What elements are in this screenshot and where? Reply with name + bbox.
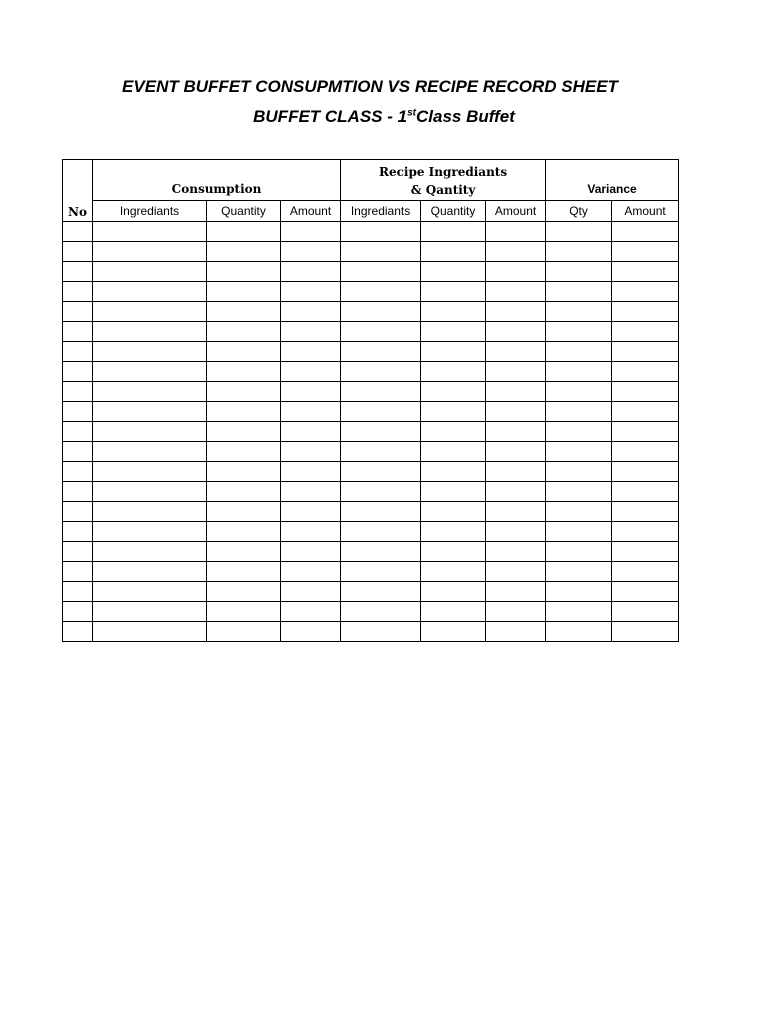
recipe-amount-cell[interactable] xyxy=(486,222,546,242)
consumption-ingredients-cell[interactable] xyxy=(93,542,207,562)
consumption-quantity-cell[interactable] xyxy=(207,462,281,482)
recipe-ingredients-cell[interactable] xyxy=(341,262,421,282)
consumption-quantity-cell[interactable] xyxy=(207,482,281,502)
variance-qty-cell[interactable] xyxy=(546,222,612,242)
column-header-recipe-quantity: Quantity xyxy=(421,201,486,222)
table-body xyxy=(63,222,679,642)
variance-qty-cell[interactable] xyxy=(546,562,612,582)
sheet-subtitle xyxy=(0,107,768,127)
recipe-quantity-cell[interactable] xyxy=(421,622,486,642)
consumption-quantity-cell[interactable] xyxy=(207,262,281,282)
variance-qty-cell[interactable] xyxy=(546,522,612,542)
recipe-quantity-cell[interactable] xyxy=(421,462,486,482)
recipe-quantity-cell[interactable] xyxy=(421,342,486,362)
recipe-quantity-cell[interactable] xyxy=(421,422,486,442)
table-row xyxy=(63,342,679,362)
no-cell[interactable] xyxy=(63,522,93,542)
no-cell[interactable] xyxy=(63,602,93,622)
recipe-quantity-cell[interactable] xyxy=(421,442,486,462)
no-cell[interactable] xyxy=(63,242,93,262)
table-row xyxy=(63,222,679,242)
recipe-quantity-cell[interactable] xyxy=(421,282,486,302)
consumption-ingredients-cell[interactable] xyxy=(93,302,207,322)
subtitle-prefix: BUFFET CLASS - 1 xyxy=(253,107,408,126)
recipe-quantity-cell[interactable] xyxy=(421,382,486,402)
variance-amount-cell[interactable] xyxy=(612,242,679,262)
table-row xyxy=(63,382,679,402)
variance-amount-cell[interactable] xyxy=(612,282,679,302)
variance-amount-cell[interactable] xyxy=(612,562,679,582)
recipe-quantity-cell[interactable] xyxy=(421,322,486,342)
consumption-ingredients-cell[interactable] xyxy=(93,502,207,522)
variance-amount-cell[interactable] xyxy=(612,382,679,402)
recipe-ingredients-cell[interactable] xyxy=(341,222,421,242)
recipe-header-line2: & Qantity xyxy=(410,183,476,197)
recipe-quantity-cell[interactable] xyxy=(421,242,486,262)
consumption-amount-cell[interactable] xyxy=(281,422,341,442)
recipe-ingredients-cell[interactable] xyxy=(341,382,421,402)
recipe-amount-cell[interactable] xyxy=(486,522,546,542)
table-row xyxy=(63,522,679,542)
recipe-ingredients-cell[interactable] xyxy=(341,362,421,382)
consumption-quantity-cell[interactable] xyxy=(207,282,281,302)
column-header-recipe-amount: Amount xyxy=(486,201,546,222)
table-row xyxy=(63,242,679,262)
recipe-amount-cell[interactable] xyxy=(486,562,546,582)
consumption-ingredients-cell[interactable] xyxy=(93,622,207,642)
consumption-quantity-cell[interactable] xyxy=(207,402,281,422)
recipe-amount-cell[interactable] xyxy=(486,622,546,642)
variance-qty-cell[interactable] xyxy=(546,602,612,622)
recipe-quantity-cell[interactable] xyxy=(421,522,486,542)
table-row xyxy=(63,262,679,282)
consumption-amount-cell[interactable] xyxy=(281,362,341,382)
recipe-quantity-cell[interactable] xyxy=(421,402,486,422)
no-cell[interactable] xyxy=(63,462,93,482)
variance-qty-cell[interactable] xyxy=(546,542,612,562)
column-header-recipe-ingredients: Ingrediants xyxy=(341,201,421,222)
consumption-quantity-cell[interactable] xyxy=(207,602,281,622)
consumption-ingredients-cell[interactable] xyxy=(93,562,207,582)
variance-qty-cell[interactable] xyxy=(546,302,612,322)
table-row xyxy=(63,442,679,462)
no-cell[interactable] xyxy=(63,482,93,502)
variance-qty-cell[interactable] xyxy=(546,422,612,442)
consumption-ingredients-cell[interactable] xyxy=(93,222,207,242)
sheet-title: EVENT BUFFET CONSUPMTION VS RECIPE RECORD SHEET xyxy=(122,77,618,96)
no-cell[interactable] xyxy=(63,282,93,302)
variance-amount-cell[interactable] xyxy=(612,402,679,422)
consumption-amount-cell[interactable] xyxy=(281,602,341,622)
recipe-ingredients-cell[interactable] xyxy=(341,602,421,622)
variance-qty-cell[interactable] xyxy=(546,462,612,482)
no-cell[interactable] xyxy=(63,502,93,522)
consumption-ingredients-cell[interactable] xyxy=(93,262,207,282)
recipe-amount-cell[interactable] xyxy=(486,342,546,362)
consumption-quantity-cell[interactable] xyxy=(207,502,281,522)
consumption-quantity-cell[interactable] xyxy=(207,442,281,462)
consumption-amount-cell[interactable] xyxy=(281,262,341,282)
recipe-amount-cell[interactable] xyxy=(486,442,546,462)
recipe-ingredients-cell[interactable] xyxy=(341,322,421,342)
recipe-quantity-cell[interactable] xyxy=(421,222,486,242)
variance-qty-cell[interactable] xyxy=(546,382,612,402)
column-header-no: No xyxy=(63,160,93,222)
variance-amount-cell[interactable] xyxy=(612,602,679,622)
variance-qty-cell[interactable] xyxy=(546,362,612,382)
consumption-quantity-cell[interactable] xyxy=(207,522,281,542)
recipe-quantity-cell[interactable] xyxy=(421,582,486,602)
variance-qty-cell[interactable] xyxy=(546,482,612,502)
column-header-consumption-amount: Amount xyxy=(281,201,341,222)
recipe-amount-cell[interactable] xyxy=(486,362,546,382)
variance-qty-cell[interactable] xyxy=(546,402,612,422)
variance-amount-cell[interactable] xyxy=(612,362,679,382)
recipe-ingredients-cell[interactable] xyxy=(341,462,421,482)
group-header-consumption: Consumption xyxy=(93,160,341,201)
variance-qty-cell[interactable] xyxy=(546,442,612,462)
variance-amount-cell[interactable] xyxy=(612,522,679,542)
recipe-amount-cell[interactable] xyxy=(486,402,546,422)
consumption-ingredients-cell[interactable] xyxy=(93,282,207,302)
variance-qty-cell[interactable] xyxy=(546,282,612,302)
consumption-amount-cell[interactable] xyxy=(281,502,341,522)
consumption-quantity-cell[interactable] xyxy=(207,382,281,402)
column-header-consumption-quantity: Quantity xyxy=(207,201,281,222)
consumption-quantity-cell[interactable] xyxy=(207,342,281,362)
table-row xyxy=(63,602,679,622)
consumption-amount-cell[interactable] xyxy=(281,402,341,422)
consumption-amount-cell[interactable] xyxy=(281,482,341,502)
consumption-ingredients-cell[interactable] xyxy=(93,602,207,622)
subtitle-superscript: st xyxy=(407,107,416,119)
no-cell[interactable] xyxy=(63,302,93,322)
recipe-amount-cell[interactable] xyxy=(486,382,546,402)
no-cell[interactable] xyxy=(63,342,93,362)
consumption-amount-cell[interactable] xyxy=(281,382,341,402)
table-row xyxy=(63,462,679,482)
no-cell[interactable] xyxy=(63,622,93,642)
variance-qty-cell[interactable] xyxy=(546,342,612,362)
no-cell[interactable] xyxy=(63,402,93,422)
consumption-quantity-cell[interactable] xyxy=(207,542,281,562)
variance-qty-cell[interactable] xyxy=(546,242,612,262)
recipe-ingredients-cell[interactable] xyxy=(341,342,421,362)
recipe-ingredients-cell[interactable] xyxy=(341,502,421,522)
variance-amount-cell[interactable] xyxy=(612,482,679,502)
recipe-quantity-cell[interactable] xyxy=(421,542,486,562)
consumption-ingredients-cell[interactable] xyxy=(93,322,207,342)
recipe-amount-cell[interactable] xyxy=(486,282,546,302)
consumption-ingredients-cell[interactable] xyxy=(93,242,207,262)
recipe-ingredients-cell[interactable] xyxy=(341,562,421,582)
consumption-quantity-cell[interactable] xyxy=(207,622,281,642)
table-row xyxy=(63,402,679,422)
consumption-quantity-cell[interactable] xyxy=(207,302,281,322)
recipe-ingredients-cell[interactable] xyxy=(341,542,421,562)
consumption-amount-cell[interactable] xyxy=(281,582,341,602)
column-header-row xyxy=(63,201,679,222)
recipe-amount-cell[interactable] xyxy=(486,462,546,482)
consumption-quantity-cell[interactable] xyxy=(207,322,281,342)
consumption-ingredients-cell[interactable] xyxy=(93,522,207,542)
no-cell[interactable] xyxy=(63,262,93,282)
recipe-amount-cell[interactable] xyxy=(486,422,546,442)
consumption-ingredients-cell[interactable] xyxy=(93,482,207,502)
table-row xyxy=(63,422,679,442)
no-cell[interactable] xyxy=(63,322,93,342)
recipe-amount-cell[interactable] xyxy=(486,242,546,262)
group-header-recipe xyxy=(341,160,546,201)
variance-amount-cell[interactable] xyxy=(612,542,679,562)
variance-qty-cell[interactable] xyxy=(546,502,612,522)
recipe-ingredients-cell[interactable] xyxy=(341,282,421,302)
consumption-amount-cell[interactable] xyxy=(281,342,341,362)
variance-qty-cell[interactable] xyxy=(546,622,612,642)
record-sheet-table xyxy=(62,159,679,642)
consumption-ingredients-cell[interactable] xyxy=(93,402,207,422)
recipe-ingredients-cell[interactable] xyxy=(341,582,421,602)
recipe-header-line1: Recipe Ingrediants xyxy=(378,165,508,179)
variance-amount-cell[interactable] xyxy=(612,622,679,642)
column-header-variance-amount: Amount xyxy=(612,201,679,222)
consumption-ingredients-cell[interactable] xyxy=(93,442,207,462)
recipe-ingredients-cell[interactable] xyxy=(341,242,421,262)
recipe-amount-cell[interactable] xyxy=(486,602,546,622)
no-cell[interactable] xyxy=(63,542,93,562)
consumption-amount-cell[interactable] xyxy=(281,462,341,482)
no-cell[interactable] xyxy=(63,382,93,402)
no-cell[interactable] xyxy=(63,422,93,442)
variance-amount-cell[interactable] xyxy=(612,222,679,242)
variance-amount-cell[interactable] xyxy=(612,442,679,462)
consumption-amount-cell[interactable] xyxy=(281,542,341,562)
variance-amount-cell[interactable] xyxy=(612,582,679,602)
consumption-amount-cell[interactable] xyxy=(281,222,341,242)
recipe-amount-cell[interactable] xyxy=(486,302,546,322)
variance-qty-cell[interactable] xyxy=(546,262,612,282)
consumption-amount-cell[interactable] xyxy=(281,282,341,302)
consumption-ingredients-cell[interactable] xyxy=(93,342,207,362)
recipe-quantity-cell[interactable] xyxy=(421,362,486,382)
recipe-amount-cell[interactable] xyxy=(486,322,546,342)
recipe-ingredients-cell[interactable] xyxy=(341,402,421,422)
variance-amount-cell[interactable] xyxy=(612,462,679,482)
table-row xyxy=(63,302,679,322)
consumption-amount-cell[interactable] xyxy=(281,322,341,342)
consumption-amount-cell[interactable] xyxy=(281,242,341,262)
consumption-amount-cell[interactable] xyxy=(281,622,341,642)
column-header-variance-qty: Qty xyxy=(546,201,612,222)
consumption-quantity-cell[interactable] xyxy=(207,222,281,242)
recipe-amount-cell[interactable] xyxy=(486,262,546,282)
recipe-ingredients-cell[interactable] xyxy=(341,482,421,502)
consumption-ingredients-cell[interactable] xyxy=(93,382,207,402)
consumption-quantity-cell[interactable] xyxy=(207,582,281,602)
recipe-quantity-cell[interactable] xyxy=(421,602,486,622)
column-header-consumption-ingredients: Ingrediants xyxy=(93,201,207,222)
no-cell[interactable] xyxy=(63,222,93,242)
variance-amount-cell[interactable] xyxy=(612,302,679,322)
table-row xyxy=(63,562,679,582)
consumption-ingredients-cell[interactable] xyxy=(93,422,207,442)
consumption-ingredients-cell[interactable] xyxy=(93,462,207,482)
consumption-quantity-cell[interactable] xyxy=(207,422,281,442)
no-cell[interactable] xyxy=(63,442,93,462)
table-row xyxy=(63,582,679,602)
recipe-ingredients-cell[interactable] xyxy=(341,302,421,322)
recipe-amount-cell[interactable] xyxy=(486,502,546,522)
table-row xyxy=(63,362,679,382)
variance-amount-cell[interactable] xyxy=(612,342,679,362)
no-cell[interactable] xyxy=(63,562,93,582)
consumption-amount-cell[interactable] xyxy=(281,562,341,582)
recipe-quantity-cell[interactable] xyxy=(421,302,486,322)
consumption-amount-cell[interactable] xyxy=(281,442,341,462)
variance-qty-cell[interactable] xyxy=(546,582,612,602)
recipe-amount-cell[interactable] xyxy=(486,482,546,502)
recipe-ingredients-cell[interactable] xyxy=(341,422,421,442)
recipe-quantity-cell[interactable] xyxy=(421,562,486,582)
table-row xyxy=(63,622,679,642)
consumption-quantity-cell[interactable] xyxy=(207,242,281,262)
variance-amount-cell[interactable] xyxy=(612,422,679,442)
table-row xyxy=(63,282,679,302)
recipe-quantity-cell[interactable] xyxy=(421,482,486,502)
subtitle-suffix: Class Buffet xyxy=(415,107,515,126)
recipe-ingredients-cell[interactable] xyxy=(341,622,421,642)
recipe-amount-cell[interactable] xyxy=(486,542,546,562)
table-row xyxy=(63,542,679,562)
recipe-quantity-cell[interactable] xyxy=(421,262,486,282)
consumption-quantity-cell[interactable] xyxy=(207,362,281,382)
no-cell[interactable] xyxy=(63,362,93,382)
variance-amount-cell[interactable] xyxy=(612,262,679,282)
recipe-ingredients-cell[interactable] xyxy=(341,442,421,462)
variance-amount-cell[interactable] xyxy=(612,502,679,522)
consumption-amount-cell[interactable] xyxy=(281,522,341,542)
table-row xyxy=(63,322,679,342)
consumption-quantity-cell[interactable] xyxy=(207,562,281,582)
consumption-ingredients-cell[interactable] xyxy=(93,362,207,382)
group-header-row xyxy=(63,160,679,201)
group-header-variance: Variance xyxy=(546,160,679,201)
variance-amount-cell[interactable] xyxy=(612,322,679,342)
consumption-amount-cell[interactable] xyxy=(281,302,341,322)
table-row xyxy=(63,482,679,502)
table-row xyxy=(63,502,679,522)
no-cell[interactable] xyxy=(63,582,93,602)
recipe-quantity-cell[interactable] xyxy=(421,502,486,522)
consumption-ingredients-cell[interactable] xyxy=(93,582,207,602)
variance-qty-cell[interactable] xyxy=(546,322,612,342)
recipe-ingredients-cell[interactable] xyxy=(341,522,421,542)
recipe-amount-cell[interactable] xyxy=(486,582,546,602)
